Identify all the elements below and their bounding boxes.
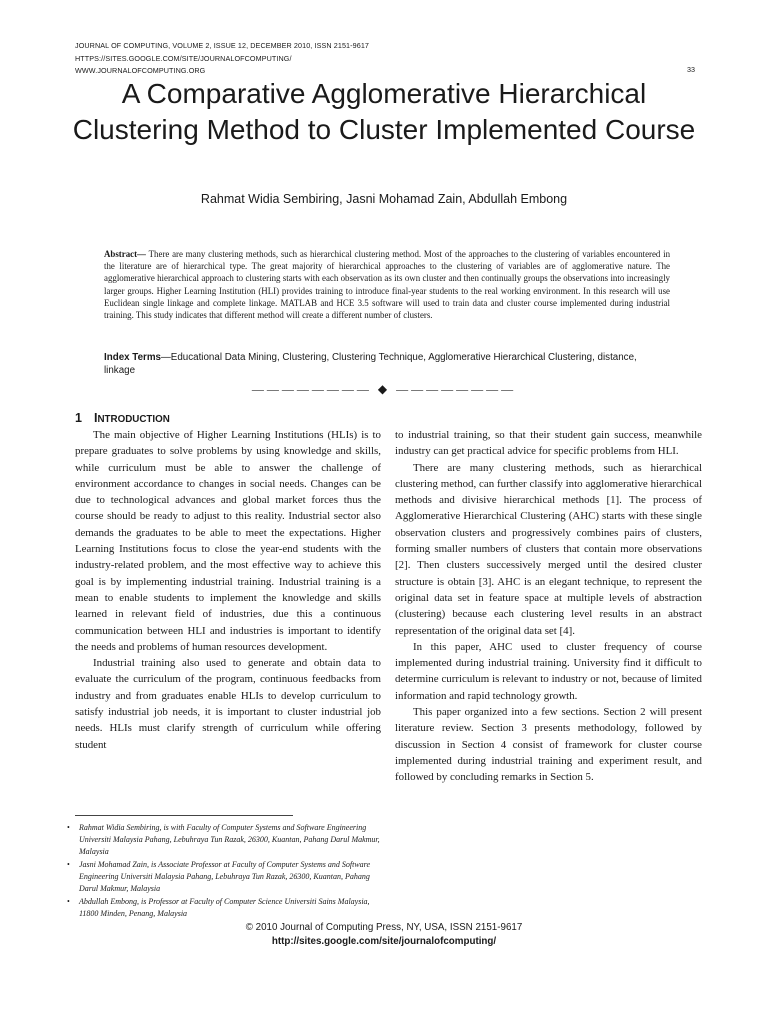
footnote-item [65,822,383,858]
paragraph: There are many clustering methods, such as hierarchical clustering method, can further classify into agglomerative hierarchical methods and divisive hierarchical methods [1]. The process of Agglomerative Hierarchical Clustering (AHC) starts with these single observation clusters and progressively combines pairs of clusters, forming smaller numbers of clusters that contain more observations [2]. Then clusters successively merged until the desired cluster structure is obtain [3]. AHC is an elegant technique, to represent the original data set in feature space at multiple levels of abstraction (clustering) because each clustering level results in an abstract representation of the original data set [4]. [395,461,702,637]
author-list: Rahmat Widia Sembiring, Jasni Mohamad Zain, Abdullah Embong [200,192,568,206]
left-column [75,427,381,753]
abstract [104,248,670,321]
right-column [395,427,702,786]
author-footnotes [65,822,383,921]
section-number: 1 [75,411,82,425]
journal-url-line: HTTPS://SITES.GOOGLE.COM/SITE/JOURNALOFCOMPUTING/ [75,53,292,63]
page-number: 33 [687,65,695,74]
section-title-rest: NTRODUCTION [97,414,170,425]
index-terms-dash: — [161,352,171,363]
bullet-icon: • [67,897,70,906]
paragraph: Industrial training also used to generate and obtain data to evaluate the curriculum of the program, continuous feedbacks from industry and from graduates enable HLIs to develop curriculum to satisfy industrial job needs, it is important to cluster industrial job needs. HLIs must clarify strength of curriculum while offering student [75,657,381,751]
section-initial: I [93,411,98,425]
index-terms-text: Educational Data Mining, Clustering, Clustering Technique, Agglomerative Hierarchical Clustering, distance, linkage [104,352,637,376]
paragraph: This paper organized into a few sections. Section 2 will present literature review. Section 3 presents methodology, followed by discussion in Section 4 consist of framework for cluster course implemented during industrial training and experiment result, and followed by concluding remarks in Section 5. [395,706,702,784]
abstract-label: Abstract [104,249,138,259]
journal-website-line: WWW.JOURNALOFCOMPUTING.ORG [75,66,206,75]
paragraph: The main objective of Higher Learning Institutions (HLIs) is to prepare graduates to solve problems by using knowledge and skills, while curriculum must be able to answer the challenge of environment accordance to changes in social needs. Changes can be due to technological advances and global market forces thus the course should be ready to adjust to this reality. Industrial sector also demands the graduates to be able to meet the expectations. Higher Learning Institutions focus to close the year-end students with the industry-related problem, and the most effective way to achieve this goal is by implementing industrial training. Industrial training is a mean to enable students to implement the knowledge and skills learned in relevant field of industries, due this a continuous communication between HLI and industries is important to identify the needs and problems of human resources development. [75,429,381,653]
abstract-dash: — [137,249,149,259]
page-footer [120,921,648,949]
footnote-text: Abdullah Embong, is Professor at Faculty of Computer Science Universiti Sains Malaysia, 11800 Minden, Penang, Malaysia [79,897,370,918]
section-heading [75,411,170,425]
bullet-icon: • [67,860,70,869]
copyright-notice: © 2010 Journal of Computing Press, NY, USA, ISSN 2151-9617 [245,922,523,933]
footnote-item [65,859,383,895]
paragraph: to industrial training, so that their student gain success, meanwhile industry can get practical advice for specific problems from HLI. [395,429,702,458]
footnote-item [65,896,383,920]
footer-url[interactable]: http://sites.google.com/site/journalofcomputing/ [271,936,497,947]
index-terms-label: Index Terms [104,352,161,363]
paragraph: In this paper, AHC used to cluster frequency of course implemented during industrial training. University find it difficult to determine curriculum is relevant to industry or not, because of limited information and rapid technology growth. [395,640,702,702]
index-terms [104,352,670,377]
running-header [75,40,695,78]
section-divider: ———————— ◆ ———————— [251,382,517,396]
journal-line: JOURNAL OF COMPUTING, VOLUME 2, ISSUE 12, DECEMBER 2010, ISSN 2151-9617 [75,41,370,50]
abstract-text: There are many clustering methods, such as hierarchical clustering method. Most of the approaches to the clustering of variables encountered in the literature are of hierarchical type. The great majority of hierarchical approaches to the clustering of variables are of agglomerative nature. The agglomerative hierarchical approach to clustering starts with each observation as its own cluster and then continually groups the observations into increasingly larger groups. Higher Learning Institution (HLI) provides training to introduce final-year students to the real working environment. In this research will use Euclidean single linkage and complete linkage. MATLAB and HCE 3.5 software will used to train data and cluster course implemented during industrial training. This study indicates that different method will create a different number of clusters. [104,249,671,321]
footnote-text: Rahmat Widia Sembiring, is with Faculty of Computer Systems and Software Engineering Universiti Malaysia Pahang, Lebuhraya Tun Razak, 26300, Kuantan, Pahang Darul Makmur, Malaysia [79,823,380,856]
bullet-icon: • [67,823,70,832]
footnote-text: Jasni Mohamad Zain, is Associate Professor at Faculty of Computer Systems and Software Engineering Universiti Malaysia Pahang, Lebuhraya Tun Razak, 26300, Kuantan, Pahang Darul Makmur, Malaysia [79,860,371,893]
paper-title: A Comparative Agglomerative Hierarchical Clustering Method to Cluster Implemented Course [72,78,696,145]
footnote-rule [75,815,293,816]
